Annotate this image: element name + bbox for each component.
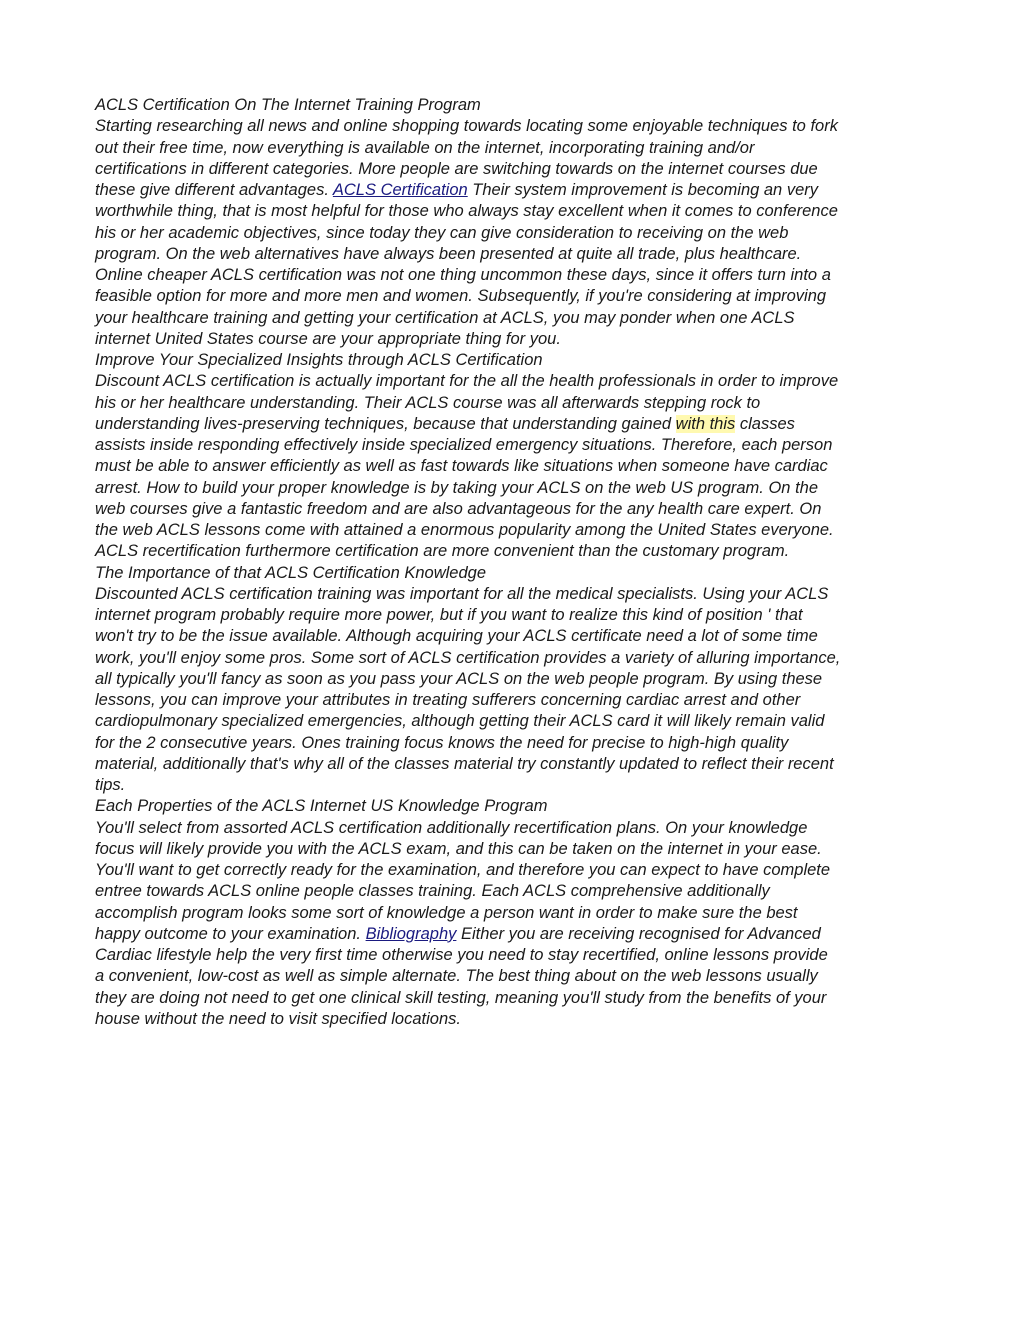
text-segment: certifications in different categories. More people are switching towards on the internet courses due xyxy=(95,159,818,178)
text-segment: your healthcare training and getting your certification at ACLS, you may ponder when one ACLS xyxy=(95,308,795,327)
text-segment: won't try to be the issue available. Although acquiring your ACLS certificate need a lot of some time xyxy=(95,627,818,646)
text-line xyxy=(95,456,940,477)
text-line xyxy=(95,945,940,966)
text-line xyxy=(95,711,940,732)
text-segment: assists inside responding effectively inside specialized emergency situations. Therefore, each person xyxy=(95,436,833,454)
text-segment: these give different advantages. xyxy=(95,181,333,199)
text-segment: they are doing not need to get one clinical skill testing, meaning you'll study from the benefits of your xyxy=(95,988,827,1007)
text-line xyxy=(95,329,940,350)
text-segment: his or her academic objectives, since today they can give consideration to receiving on the web xyxy=(95,223,789,242)
text-segment: Improve Your Specialized Insights through ACLS Certification xyxy=(95,351,543,369)
text-line xyxy=(95,584,940,605)
text-segment: understanding lives-preserving techniques, because that understanding gained xyxy=(95,414,676,433)
text-line xyxy=(95,818,940,839)
hyperlink[interactable]: Bibliography xyxy=(365,924,457,943)
text-line xyxy=(95,988,940,1009)
text-segment: his or her healthcare understanding. Their ACLS course was all afterwards stepping rock to xyxy=(95,393,761,412)
text-line xyxy=(95,966,940,987)
text-line xyxy=(95,690,940,711)
text-line xyxy=(95,286,940,307)
text-segment: internet United States course are your appropriate thing for you. xyxy=(95,329,561,348)
text-line xyxy=(95,775,940,796)
text-line xyxy=(95,95,940,116)
text-line xyxy=(95,414,940,435)
text-segment: the web ACLS lessons come with attained a enormous popularity among the United States everyone. xyxy=(95,521,834,539)
text-segment: all typically you'll fancy as soon as you pass your ACLS on the web people program. By using these xyxy=(95,669,823,688)
text-segment: Online cheaper ACLS certification was not one thing uncommon these days, since it offers turn into a xyxy=(95,266,831,284)
text-line xyxy=(95,605,940,626)
text-line xyxy=(95,1009,940,1030)
text-segment: arrest. How to build your proper knowledge is by taking your ACLS on the web US program. On the xyxy=(95,478,819,497)
text-segment: You'll select from assorted ACLS certification additionally recertification plans. On your knowledge xyxy=(95,818,808,837)
text-line xyxy=(95,159,940,180)
text-line xyxy=(95,626,940,647)
text-segment: The Importance of that ACLS Certification Knowledge xyxy=(95,563,487,582)
text-line xyxy=(95,478,940,499)
text-line xyxy=(95,371,940,392)
text-line xyxy=(95,839,940,860)
text-segment: for the 2 consecutive years. Ones training focus knows the need for precise to high-high quality xyxy=(95,733,789,752)
text-segment: Discount ACLS certification is actually important for the all the health professionals in order to improve xyxy=(95,372,839,391)
text-line xyxy=(95,520,940,541)
text-line xyxy=(95,201,940,222)
highlighted-text: with this xyxy=(675,414,736,433)
text-line xyxy=(95,116,940,137)
text-line xyxy=(95,435,940,456)
text-segment: Each Properties of the ACLS Internet US Knowledge Program xyxy=(95,797,548,816)
text-line xyxy=(95,265,940,286)
text-segment: feasible option for more and more men and women. Subsequently, if you're considering at improving xyxy=(95,287,827,306)
text-line xyxy=(95,541,940,562)
text-segment: classes xyxy=(735,414,795,433)
text-line xyxy=(95,796,940,817)
text-segment: a convenient, low-cost as well as simple alternate. The best thing about on the web lessons usually xyxy=(95,967,818,986)
text-segment: You'll want to get correctly ready for the examination, and therefore you can expect to have complete xyxy=(95,861,831,879)
text-segment: happy outcome to your examination. xyxy=(95,924,366,943)
text-segment: lessons, you can improve your attributes in treating sufferers concerning cardiac arrest and other xyxy=(95,691,801,709)
text-segment: Cardiac lifestyle help the very first time otherwise you need to stay recertified, online lessons provide xyxy=(95,946,828,964)
text-segment: tips. xyxy=(95,776,126,794)
text-line xyxy=(95,669,940,690)
text-segment: house without the need to visit specified locations. xyxy=(95,1009,461,1028)
text-line xyxy=(95,860,940,881)
text-segment: Either you are receiving recognised for Advanced xyxy=(456,924,821,943)
text-line xyxy=(95,881,940,902)
text-line xyxy=(95,350,940,371)
text-segment: out their free time, now everything is available on the internet, incorporating training and/or xyxy=(95,138,755,157)
text-segment: internet program probably require more power, but if you want to realize this kind of position ' that xyxy=(95,606,803,624)
text-line xyxy=(95,754,940,775)
text-line xyxy=(95,733,940,754)
text-line xyxy=(95,648,940,669)
text-segment: cardiopulmonary specialized emergencies, although getting their ACLS card it will likely remain valid xyxy=(95,712,825,731)
text-line xyxy=(95,180,940,201)
text-segment: Their system improvement is becoming an very xyxy=(467,181,818,199)
text-segment: work, you'll enjoy some pros. Some sort of ACLS certification provides a variety of alluring importance, xyxy=(95,648,841,667)
text-line xyxy=(95,499,940,520)
text-segment: Discounted ACLS certification training was important for all the medical specialists. Using your ACLS xyxy=(95,584,829,603)
text-line xyxy=(95,138,940,159)
text-line xyxy=(95,924,940,945)
text-line xyxy=(95,903,940,924)
text-line xyxy=(95,563,940,584)
text-segment: must be able to answer efficiently as well as fast towards like situations when someone have cardiac xyxy=(95,457,828,476)
text-segment: ACLS recertification furthermore certification are more convenient than the customary program. xyxy=(95,542,790,561)
text-segment: web courses give a fantastic freedom and are also advantageous for the any health care expert. On xyxy=(95,499,822,518)
text-line xyxy=(95,393,940,414)
text-segment: entree towards ACLS online people classes training. Each ACLS comprehensive additionally xyxy=(95,882,770,901)
hyperlink[interactable]: ACLS Certification xyxy=(332,181,468,199)
text-segment: ACLS Certification On The Internet Training Program xyxy=(95,96,481,114)
text-line xyxy=(95,244,940,265)
text-segment: accomplish program looks some sort of knowledge a person want in order to make sure the best xyxy=(95,903,798,922)
text-line xyxy=(95,223,940,244)
text-segment: program. On the web alternatives have always been presented at quite all trade, plus healthcare. xyxy=(95,244,802,263)
text-segment: worthwhile thing, that is most helpful for those who always stay excellent when it comes to conference xyxy=(95,202,838,221)
text-segment: Starting researching all news and online shopping towards locating some enjoyable techniques to fork xyxy=(95,117,838,136)
text-line xyxy=(95,308,940,329)
document-body xyxy=(95,95,940,1030)
text-segment: focus will likely provide you with the ACLS exam, and this can be taken on the internet in your ease. xyxy=(95,839,822,858)
text-segment: material, additionally that's why all of the classes material try constantly updated to reflect their recent xyxy=(95,754,834,773)
